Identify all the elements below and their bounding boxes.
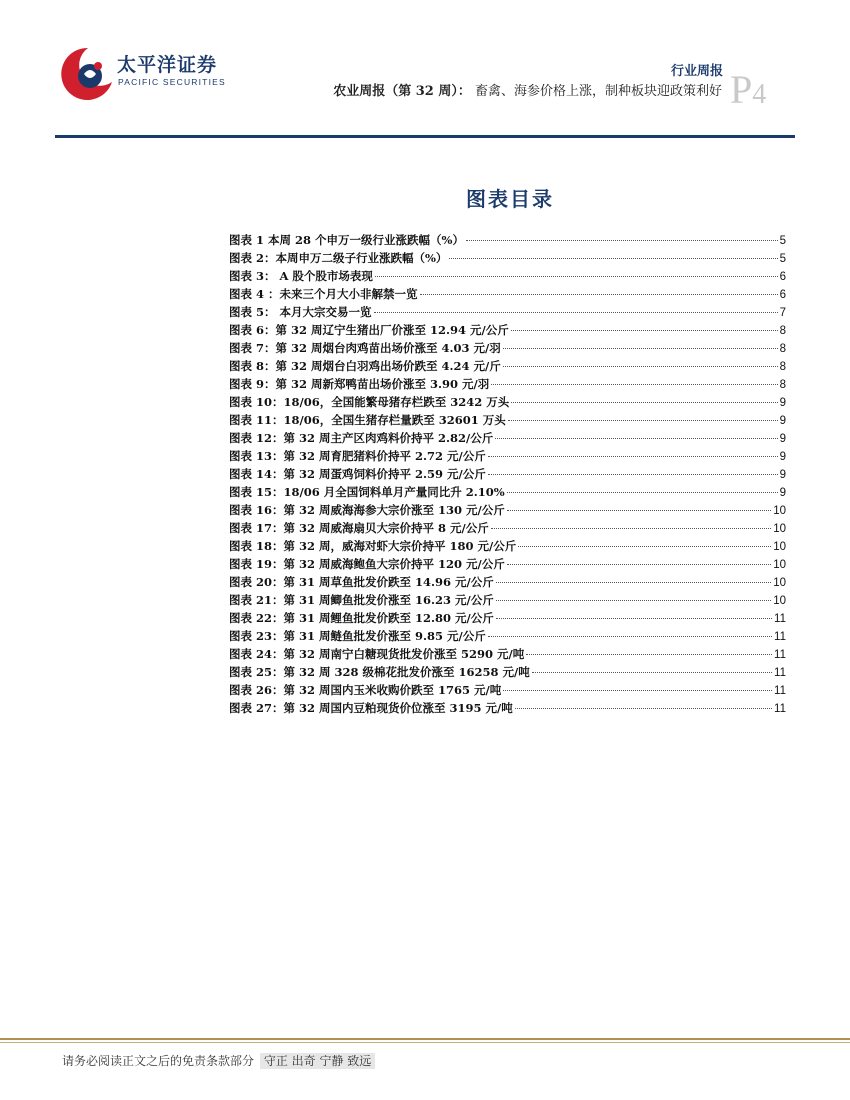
toc-leader-dots	[491, 528, 771, 529]
toc-leader-dots	[507, 510, 771, 511]
toc-entry-page: 10	[773, 541, 786, 553]
toc-entry-label: 图表 11：18/06，全国生猪存栏量跌至 32601 万头	[229, 413, 506, 427]
toc-entry-page: 5	[779, 253, 786, 265]
toc-entry-page: 11	[774, 667, 786, 679]
toc-entry[interactable]	[229, 664, 786, 682]
toc-entry[interactable]	[229, 232, 786, 250]
toc-entry[interactable]	[229, 304, 786, 322]
toc-entry[interactable]	[229, 466, 786, 484]
toc-leader-dots	[374, 312, 778, 313]
toc-entry-label: 图表 3： A 股个股市场表现	[229, 269, 373, 283]
toc-entry-page: 5	[779, 235, 786, 247]
toc-entry[interactable]	[229, 502, 786, 520]
report-type: 行业周报	[670, 64, 723, 79]
toc-entry-page: 11	[774, 703, 786, 715]
brand-name-cn: 太平洋证券	[117, 54, 218, 76]
toc-entry[interactable]	[229, 520, 786, 538]
toc-entry-label: 图表 20：第 31 周草鱼批发价跌至 14.96 元/公斤	[229, 575, 494, 589]
toc-entry-page: 9	[779, 433, 786, 445]
toc-entry[interactable]	[229, 322, 786, 340]
toc-entry-page: 7	[779, 307, 786, 319]
toc-entry-page: 9	[779, 451, 786, 463]
toc-entry[interactable]	[229, 412, 786, 430]
toc-leader-dots	[496, 618, 772, 619]
toc-leader-dots	[488, 636, 772, 637]
toc-leader-dots	[488, 456, 778, 457]
toc-entry-label: 图表 2：本周申万二级子行业涨跌幅（%）	[229, 251, 448, 265]
toc-entry[interactable]	[229, 628, 786, 646]
toc-entry[interactable]	[229, 592, 786, 610]
header-divider	[55, 135, 795, 138]
toc-leader-dots	[511, 402, 777, 403]
toc-entry[interactable]	[229, 574, 786, 592]
toc-entry-label: 图表 1 本周 28 个申万一级行业涨跌幅（%）	[229, 233, 464, 247]
toc-heading: 图表目录	[466, 187, 554, 211]
toc-entry-page: 6	[779, 271, 786, 283]
toc-entry-page: 10	[773, 577, 786, 589]
toc-leader-dots	[508, 420, 778, 421]
toc-entry-label: 图表 9：第 32 周新郑鸭苗出场价涨至 3.90 元/羽	[229, 377, 490, 391]
toc-entry-label: 图表 13：第 32 周育肥猪料价持平 2.72 元/公斤	[229, 449, 486, 463]
toc-entry-page: 8	[779, 361, 786, 373]
toc-entry[interactable]	[229, 556, 786, 574]
toc-entry-page: 10	[773, 523, 786, 535]
toc-entry-label: 图表 24：第 32 周南宁白糖现货批发价涨至 5290 元/吨	[229, 647, 525, 661]
toc-leader-dots	[491, 384, 777, 385]
toc-entry-page: 6	[779, 289, 786, 301]
toc-entry[interactable]	[229, 682, 786, 700]
toc-entry-label: 图表 5： 本月大宗交易一览	[229, 305, 372, 319]
toc-entry[interactable]	[229, 394, 786, 412]
toc-leader-dots	[507, 492, 778, 493]
toc-entry-label: 图表 10：18/06，全国能繁母猪存栏跌至 3242 万头	[229, 395, 510, 409]
toc-leader-dots	[518, 546, 771, 547]
brand-name-en: PACIFIC SECURITIES	[118, 77, 226, 87]
toc-entry[interactable]	[229, 700, 786, 718]
toc-entry[interactable]	[229, 268, 786, 286]
toc-entry[interactable]	[229, 646, 786, 664]
footer-slogan: 守正 出奇 宁静 致远	[260, 1053, 375, 1069]
toc-entry-page: 8	[779, 325, 786, 337]
pacific-logo-icon	[60, 44, 116, 104]
toc-leader-dots	[488, 474, 778, 475]
toc-entry-label: 图表 4 ：未来三个月大小非解禁一览	[229, 287, 418, 301]
toc-entry-label: 图表 25：第 32 周 328 级棉花批发价涨至 16258 元/吨	[229, 665, 530, 679]
toc-leader-dots	[449, 258, 777, 259]
footer-disclaimer: 请务必阅读正文之后的免责条款部分	[62, 1054, 255, 1068]
toc-entry[interactable]	[229, 358, 786, 376]
toc-entry-page: 9	[779, 415, 786, 427]
footer-divider-thin	[0, 1042, 850, 1043]
toc-entry-page: 8	[779, 379, 786, 391]
toc-entry-label: 图表 23：第 31 周鲢鱼批发价涨至 9.85 元/公斤	[229, 629, 486, 643]
toc-entry-page: 11	[774, 613, 786, 625]
toc-entry-label: 图表 7：第 32 周烟台肉鸡苗出场价涨至 4.03 元/羽	[229, 341, 501, 355]
toc-leader-dots	[511, 330, 778, 331]
toc-entry[interactable]	[229, 376, 786, 394]
toc-entry-page: 11	[774, 631, 786, 643]
toc-entry[interactable]	[229, 484, 786, 502]
toc-leader-dots	[375, 276, 778, 277]
toc-leader-dots	[507, 564, 771, 565]
toc-entry[interactable]	[229, 250, 786, 268]
toc-entry-page: 10	[773, 559, 786, 571]
report-title-sub: 畜禽、海参价格上涨，制种板块迎政策利好	[470, 84, 722, 99]
toc-entry-page: 11	[774, 685, 786, 697]
toc-entry-page: 10	[773, 505, 786, 517]
toc-leader-dots	[503, 348, 778, 349]
toc-entry[interactable]	[229, 448, 786, 466]
toc-entry[interactable]	[229, 538, 786, 556]
toc-entry[interactable]	[229, 610, 786, 628]
toc-leader-dots	[496, 582, 771, 583]
toc-entry-label: 图表 17：第 32 周威海扇贝大宗价持平 8 元/公斤	[229, 521, 489, 535]
toc-leader-dots	[466, 240, 778, 241]
toc-entry[interactable]	[229, 430, 786, 448]
toc-entry-label: 图表 19：第 32 周威海鲍鱼大宗价持平 120 元/公斤	[229, 557, 505, 571]
toc-entry-label: 图表 8：第 32 周烟台白羽鸡出场价跌至 4.24 元/斤	[229, 359, 501, 373]
toc-entry-label: 图表 16：第 32 周威海海参大宗价涨至 130 元/公斤	[229, 503, 505, 517]
toc-entry[interactable]	[229, 286, 786, 304]
report-title	[333, 80, 722, 99]
toc-entry-label: 图表 21：第 31 周鲫鱼批发价涨至 16.23 元/公斤	[229, 593, 494, 607]
toc-leader-dots	[496, 600, 771, 601]
footer	[62, 1052, 375, 1069]
toc-leader-dots	[515, 708, 772, 709]
company-logo	[60, 44, 230, 104]
toc-entry-label: 图表 26：第 32 周国内玉米收购价跌至 1765 元/吨	[229, 683, 502, 697]
toc-entry-page: 9	[779, 397, 786, 409]
toc-entry-label: 图表 27：第 32 周国内豆粕现货价位涨至 3195 元/吨	[229, 701, 513, 715]
toc-entry-label: 图表 14：第 32 周蛋鸡饲料价持平 2.59 元/公斤	[229, 467, 486, 481]
toc-leader-dots	[495, 438, 777, 439]
toc-entry-label: 图表 15：18/06 月全国饲料单月产量同比升 2.10%	[229, 485, 505, 499]
toc-entry-page: 8	[779, 343, 786, 355]
page-number	[730, 67, 767, 112]
report-title-main: 农业周报（第 32 周）：	[333, 84, 471, 99]
toc-entry-label: 图表 18：第 32 周，威海对虾大宗价持平 180 元/公斤	[229, 539, 517, 553]
toc-entry-page: 9	[779, 469, 786, 481]
page-prefix: P	[730, 67, 753, 112]
toc-entry[interactable]	[229, 340, 786, 358]
toc-list	[229, 232, 786, 718]
toc-entry-page: 10	[773, 595, 786, 607]
toc-leader-dots	[526, 654, 772, 655]
toc-entry-label: 图表 22：第 31 周鲤鱼批发价跌至 12.80 元/公斤	[229, 611, 494, 625]
toc-leader-dots	[420, 294, 778, 295]
toc-leader-dots	[532, 672, 772, 673]
toc-leader-dots	[503, 690, 772, 691]
toc-entry-page: 11	[774, 649, 786, 661]
toc-entry-page: 9	[779, 487, 786, 499]
toc-entry-label: 图表 12：第 32 周主产区肉鸡料价持平 2.82/公斤	[229, 431, 494, 445]
footer-divider	[0, 1038, 850, 1040]
toc-entry-label: 图表 6：第 32 周辽宁生猪出厂价涨至 12.94 元/公斤	[229, 323, 509, 337]
page-number-value: 4	[752, 79, 767, 110]
toc-leader-dots	[503, 366, 778, 367]
